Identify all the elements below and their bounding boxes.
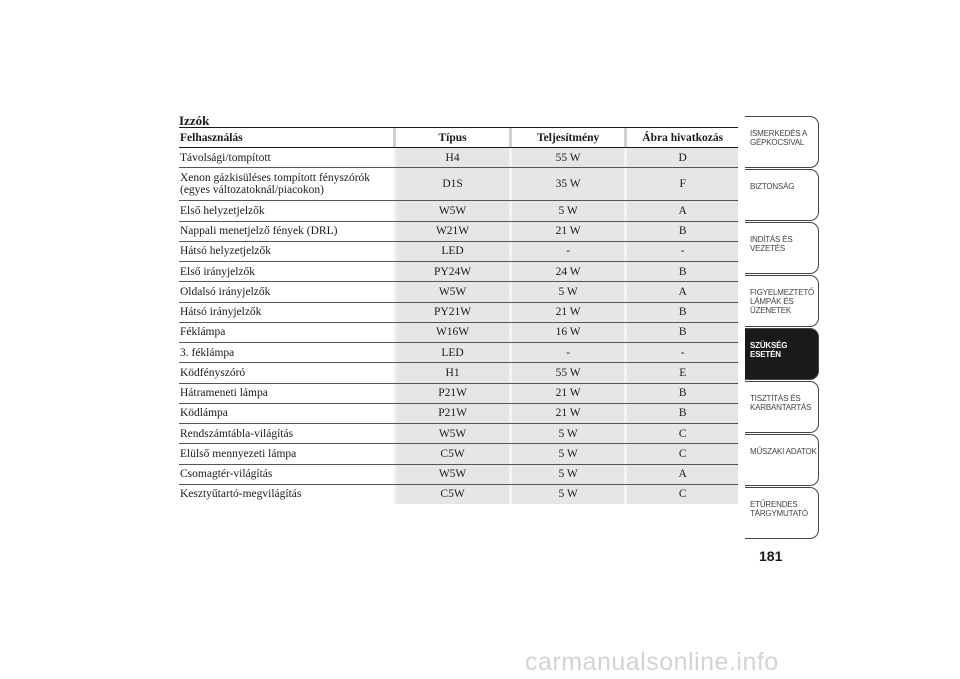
table-body	[179, 148, 738, 504]
table-row	[179, 200, 738, 220]
cell-power: 5 W	[509, 201, 625, 220]
cell-usage: Rendszámtábla-világítás	[180, 427, 294, 440]
page-number: 181	[759, 548, 783, 564]
cell-power: 55 W	[509, 363, 625, 382]
header-type: Típus	[393, 128, 509, 147]
cell-figure-ref: B	[624, 404, 738, 423]
cell-power: 55 W	[509, 148, 625, 167]
cell-type: LED	[393, 242, 509, 261]
cell-figure-ref: -	[624, 242, 738, 261]
chapter-tab-label: TISZTÍTÁS ÉS KARBANTARTÁS	[750, 394, 812, 412]
bulb-table	[179, 127, 738, 504]
cell-type: LED	[393, 343, 509, 362]
cell-power: 35 W	[509, 168, 625, 200]
table-row	[179, 443, 738, 463]
cell-usage: Elülső mennyezeti lámpa	[180, 447, 297, 460]
cell-power: 21 W	[509, 384, 625, 403]
cell-figure-ref: F	[624, 168, 738, 200]
chapter-tab-label: INDÍTÁS ÉS VEZETÉS	[750, 235, 793, 253]
chapter-tab[interactable]	[745, 487, 819, 539]
table-row	[179, 484, 738, 504]
cell-power: 5 W	[509, 282, 625, 301]
cell-type: W5W	[393, 465, 509, 484]
cell-power: -	[509, 242, 625, 261]
cell-usage: Hátrameneti lámpa	[180, 387, 268, 400]
cell-power: 16 W	[509, 323, 625, 342]
table-row	[179, 383, 738, 403]
chapter-tab[interactable]	[745, 222, 819, 274]
cell-type: H1	[393, 363, 509, 382]
cell-figure-ref: C	[624, 444, 738, 463]
cell-type: W21W	[393, 222, 509, 241]
cell-usage: Ködfényszóró	[180, 366, 246, 379]
table-row	[179, 241, 738, 261]
table-row	[179, 322, 738, 342]
cell-usage: Csomagtér-világítás	[180, 468, 273, 481]
table-row	[179, 302, 738, 322]
cell-power: 5 W	[509, 444, 625, 463]
section-title: Izzók	[179, 113, 210, 128]
cell-usage: Ködlámpa	[180, 407, 228, 420]
cell-type: W5W	[393, 282, 509, 301]
cell-usage: Féklámpa	[180, 326, 226, 339]
chapter-tab-label: MŰSZAKI ADATOK	[750, 447, 817, 456]
table-row	[179, 281, 738, 301]
chapter-tab[interactable]	[745, 116, 819, 168]
cell-figure-ref: D	[624, 148, 738, 167]
watermark: carmanualsonline.info	[525, 648, 779, 676]
cell-type: W5W	[393, 201, 509, 220]
cell-usage: Első irányjelzők	[180, 265, 256, 278]
cell-type: PY21W	[393, 303, 509, 322]
table-row	[179, 423, 738, 443]
table-row	[179, 362, 738, 382]
table-row	[179, 221, 738, 241]
cell-usage: Oldalsó irányjelzők	[180, 285, 271, 298]
cell-figure-ref: A	[624, 201, 738, 220]
cell-figure-ref: C	[624, 424, 738, 443]
cell-power: 21 W	[509, 222, 625, 241]
cell-usage: Nappali menetjelző fények (DRL)	[180, 225, 338, 238]
cell-usage: Első helyzetjelzők	[180, 204, 265, 217]
table-row	[179, 403, 738, 423]
cell-figure-ref: B	[624, 262, 738, 281]
cell-figure-ref: B	[624, 222, 738, 241]
cell-power: 5 W	[509, 485, 625, 504]
header-figure-ref: Ábra hivatkozás	[624, 128, 738, 147]
chapter-tab[interactable]	[745, 381, 819, 433]
chapter-tab[interactable]	[745, 328, 819, 380]
cell-usage: Távolsági/tompított	[180, 151, 271, 164]
cell-type: W16W	[393, 323, 509, 342]
cell-type: C5W	[393, 485, 509, 504]
cell-type: C5W	[393, 444, 509, 463]
cell-usage: Kesztyűtartó-megvilágítás	[180, 488, 302, 501]
cell-figure-ref: -	[624, 343, 738, 362]
cell-power: 21 W	[509, 303, 625, 322]
cell-usage: Hátsó helyzetjelzők	[180, 245, 272, 258]
cell-type: H4	[393, 148, 509, 167]
table-row	[179, 261, 738, 281]
cell-type: P21W	[393, 384, 509, 403]
table-header	[179, 128, 738, 148]
cell-power: 5 W	[509, 465, 625, 484]
cell-type: D1S	[393, 168, 509, 200]
cell-figure-ref: C	[624, 485, 738, 504]
cell-usage: Xenon gázkisüléses tompított fényszórók (egyes változatoknál/piacokon)	[180, 172, 371, 197]
cell-figure-ref: B	[624, 384, 738, 403]
chapter-tab[interactable]	[745, 275, 819, 327]
cell-figure-ref: E	[624, 363, 738, 382]
cell-power: 24 W	[509, 262, 625, 281]
header-power: Teljesítmény	[509, 128, 625, 147]
chapter-tab-label: ISMERKEDÉS A GÉPKOCSIVAL	[750, 129, 808, 147]
cell-power: 21 W	[509, 404, 625, 423]
cell-type: W5W	[393, 424, 509, 443]
chapter-tabs	[745, 116, 819, 540]
chapter-tab-label: BIZTONSÁG	[750, 182, 795, 191]
cell-figure-ref: A	[624, 282, 738, 301]
chapter-tab-label: ETŰRENDES TÁRGYMUTATÓ	[750, 500, 808, 518]
cell-figure-ref: A	[624, 465, 738, 484]
cell-figure-ref: B	[624, 303, 738, 322]
cell-usage: 3. féklámpa	[180, 346, 235, 359]
cell-figure-ref: B	[624, 323, 738, 342]
chapter-tab-label: FIGYELMEZTETŐ LÁMPÁK ÉS ÜZENETEK	[750, 288, 815, 315]
table-row	[179, 342, 738, 362]
table-row	[179, 148, 738, 167]
table-row	[179, 167, 738, 200]
cell-usage: Hátsó irányjelzők	[180, 306, 262, 319]
cell-power: -	[509, 343, 625, 362]
chapter-tab[interactable]	[745, 169, 819, 221]
table-row	[179, 464, 738, 484]
chapter-tab[interactable]	[745, 434, 819, 486]
cell-power: 5 W	[509, 424, 625, 443]
header-usage: Felhasználás	[180, 131, 243, 144]
cell-type: P21W	[393, 404, 509, 423]
chapter-tab-label: SZÜKSÉG ESETÉN	[750, 341, 788, 359]
cell-type: PY24W	[393, 262, 509, 281]
